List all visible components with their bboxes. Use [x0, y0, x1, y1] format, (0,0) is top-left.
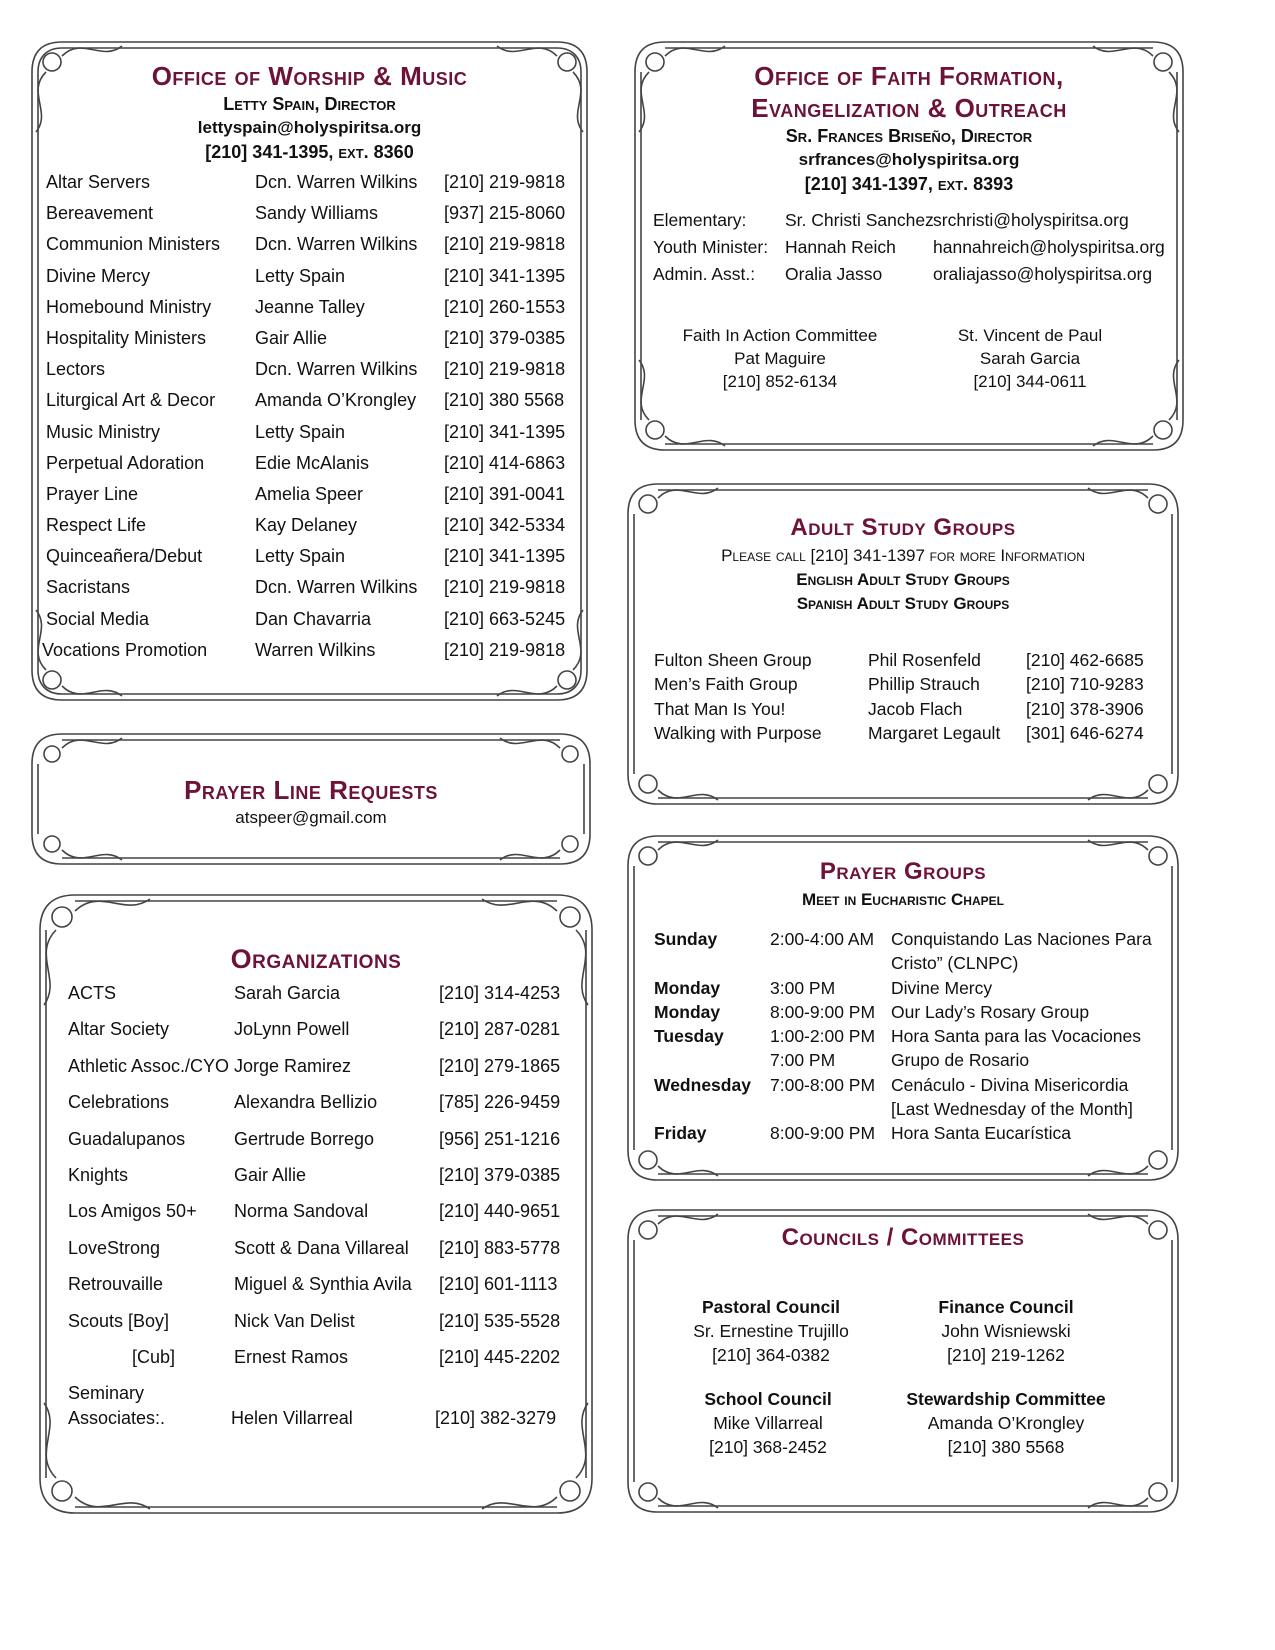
- committee-phone: [210] 344-0611: [973, 372, 1087, 391]
- org-contact: JoLynn Powell: [234, 1019, 350, 1040]
- org-contact: Miguel & Synthia Avila: [234, 1274, 412, 1295]
- ministry-name: Perpetual Adoration: [46, 452, 205, 473]
- committee-name: Faith In Action Committee: [682, 326, 878, 345]
- table-row: [618, 650, 1188, 674]
- committee-phone: [210] 852-6134: [722, 372, 838, 391]
- org-name: LoveStrong: [68, 1237, 161, 1258]
- ministry-contact: Dcn. Warren Wilkins: [255, 234, 418, 255]
- prayer-time: 3:00 PM: [770, 977, 836, 998]
- table-row: [30, 1274, 602, 1310]
- table-row: [625, 264, 1193, 291]
- org-contact: Gair Allie: [234, 1164, 307, 1185]
- study-group-phone: [210] 462-6685: [1026, 650, 1144, 670]
- table-row: [22, 266, 597, 297]
- faith-email[interactable]: srfrances@holyspiritsa.org: [798, 150, 1020, 169]
- table-row: [22, 359, 597, 390]
- ministry-phone: [210] 342-5334: [444, 515, 566, 536]
- prayer-groups-box: [618, 826, 1188, 1190]
- org-phone: [210] 379-0385: [439, 1164, 561, 1185]
- table-row: [625, 210, 1193, 237]
- ministry-phone: [210] 341-1395: [444, 265, 566, 286]
- prayer-groups-subtitle: Meet in Eucharistic Chapel: [802, 890, 1004, 909]
- org-phone: [210] 601-1113: [439, 1274, 558, 1295]
- org-name: Associates:.: [68, 1408, 166, 1429]
- worship-title: Office of Worship & Music: [151, 61, 468, 91]
- prayer-group-name: Our Lady’s Rosary Group: [891, 1001, 1090, 1022]
- ministry-phone: [210] 219-9818: [444, 577, 566, 598]
- org-name: ACTS: [68, 983, 117, 1003]
- ministry-contact: Kay Delaney: [255, 515, 358, 536]
- prayer-groups-title: Prayer Groups: [819, 858, 987, 885]
- table-row: [22, 546, 597, 577]
- table-row: [618, 1026, 1188, 1050]
- table-row: [30, 1056, 602, 1092]
- ministry-phone: [210] 219-9818: [444, 639, 566, 660]
- study-group-contact: Margaret Legault: [868, 722, 1001, 743]
- table-row: [22, 328, 597, 359]
- table-row: [22, 172, 597, 203]
- worship-box: [22, 32, 597, 710]
- ministry-phone: [937] 215-8060: [444, 203, 566, 224]
- table-row: [618, 929, 1188, 953]
- prayer-day: Sunday: [654, 929, 718, 949]
- prayer-day: Monday: [654, 977, 721, 998]
- ministry-name: Respect Life: [46, 515, 147, 536]
- worship-phone: [210] 341-1395, ext. 8360: [205, 142, 414, 162]
- table-row: [30, 1129, 602, 1165]
- table-row: [618, 1123, 1188, 1147]
- faith-staff-table: [625, 210, 1193, 291]
- ministry-phone: [210] 379-0385: [444, 327, 566, 348]
- ministry-name: Lectors: [46, 359, 106, 380]
- prayer-time: 2:00-4:00 AM: [770, 929, 875, 949]
- prayer-day: Wednesday: [654, 1074, 751, 1095]
- council-phone: [210] 380 5568: [947, 1437, 1065, 1457]
- prayer-line-email[interactable]: atspeer@gmail.com: [235, 808, 387, 827]
- prayer-time: 7:00 PM: [770, 1050, 836, 1071]
- org-phone: [210] 440-9651: [439, 1201, 561, 1222]
- ministry-name: Social Media: [46, 608, 150, 629]
- staff-name: Hannah Reich: [785, 237, 896, 257]
- ministry-contact: Dcn. Warren Wilkins: [255, 359, 418, 380]
- adult-study-english: English Adult Study Groups: [796, 570, 1010, 589]
- prayer-time: 8:00-9:00 PM: [770, 1123, 876, 1144]
- staff-name: Oralia Jasso: [785, 264, 883, 284]
- table-row: [22, 203, 597, 234]
- ministry-phone: [210] 219-9818: [444, 234, 566, 255]
- table-row: [618, 699, 1188, 723]
- table-row: [618, 674, 1188, 698]
- table-row: [22, 297, 597, 328]
- ministry-name: Homebound Ministry: [46, 296, 212, 317]
- table-row: [30, 1019, 602, 1055]
- ministry-contact: Letty Spain: [255, 421, 346, 442]
- ministry-contact: Edie McAlanis: [255, 452, 370, 473]
- ministry-name: Divine Mercy: [46, 265, 151, 286]
- table-row: [618, 1050, 1188, 1074]
- study-group-name: Fulton Sheen Group: [654, 650, 812, 670]
- ministry-name: Prayer Line: [46, 483, 139, 504]
- council-contact: Sr. Ernestine Trujillo: [693, 1321, 849, 1341]
- org-name: Guadalupanos: [68, 1128, 186, 1149]
- council-name: Finance Council: [938, 1297, 1074, 1317]
- org-phone: [210] 445-2202: [439, 1346, 561, 1367]
- table-row: [618, 1002, 1188, 1026]
- council-contact: John Wisniewski: [941, 1321, 1071, 1341]
- ministry-phone: [210] 341-1395: [444, 421, 566, 442]
- ministry-name: Liturgical Art & Decor: [46, 390, 216, 411]
- org-name: Los Amigos 50+: [68, 1201, 197, 1222]
- prayer-group-name: Hora Santa Eucarística: [891, 1123, 1071, 1144]
- org-phone: [210] 314-4253: [439, 983, 561, 1003]
- staff-email[interactable]: srchristi@holyspiritsa.org: [933, 210, 1129, 230]
- adult-study-box: [618, 474, 1188, 814]
- ministry-phone: [210] 380 5568: [444, 390, 565, 411]
- committee-name: St. Vincent de Paul: [957, 326, 1103, 345]
- prayer-day: Monday: [654, 1001, 721, 1022]
- org-contact: Gertrude Borrego: [234, 1128, 375, 1149]
- table-row: [30, 1165, 602, 1201]
- council-contact: Mike Villarreal: [713, 1413, 823, 1433]
- council-block: [638, 1387, 898, 1459]
- prayer-group-name: Cristo” (CLNPC): [891, 953, 1019, 974]
- council-name: Pastoral Council: [701, 1297, 841, 1317]
- prayer-time: 7:00-8:00 PM: [770, 1074, 876, 1095]
- staff-name: Sr. Christi Sanchez: [785, 210, 934, 230]
- prayer-day: Tuesday: [654, 1026, 724, 1047]
- org-phone: [210] 883-5778: [439, 1237, 561, 1258]
- table-row: [618, 723, 1188, 747]
- table-row: [30, 1347, 602, 1383]
- staff-role: Youth Minister:: [653, 237, 769, 257]
- ministry-contact: Dan Chavarria: [255, 608, 372, 629]
- ministry-contact: Jeanne Talley: [255, 296, 365, 317]
- ministry-contact: Dcn. Warren Wilkins: [255, 577, 418, 598]
- org-phone: [210] 287-0281: [439, 1019, 561, 1040]
- council-phone: [210] 219-1262: [947, 1345, 1065, 1365]
- council-block: [641, 1295, 901, 1367]
- table-row: [22, 234, 597, 265]
- faith-phone: [210] 341-1397, ext. 8393: [804, 174, 1014, 194]
- org-name: Celebrations: [68, 1092, 170, 1113]
- ministry-name: Communion Ministers: [46, 234, 221, 255]
- faith-formation-box: [625, 32, 1193, 460]
- ministry-phone: [210] 260-1553: [444, 296, 566, 317]
- ministry-phone: [210] 219-9818: [444, 359, 566, 380]
- ministry-phone: [210] 341-1395: [444, 546, 566, 567]
- study-group-phone: [210] 710-9283: [1026, 674, 1144, 695]
- ministry-contact: Warren Wilkins: [255, 639, 376, 660]
- ministry-phone: [210] 219-9818: [444, 172, 566, 192]
- ministry-phone: [210] 663-5245: [444, 608, 566, 629]
- ministry-contact: Amanda O’Krongley: [255, 390, 417, 411]
- ministry-contact: Amelia Speer: [255, 483, 364, 504]
- table-row: [30, 1383, 602, 1435]
- ministry-contact: Gair Allie: [255, 327, 328, 348]
- study-group-contact: Phil Rosenfeld: [868, 650, 981, 670]
- table-row: [30, 1092, 602, 1128]
- council-contact: Amanda O’Krongley: [927, 1413, 1085, 1433]
- faith-director: Sr. Frances Briseño, Director: [785, 126, 1033, 146]
- org-contact: Helen Villarreal: [231, 1408, 353, 1429]
- org-contact: Nick Van Delist: [234, 1310, 355, 1331]
- org-contact: Scott & Dana Villareal: [234, 1237, 409, 1258]
- organizations-table: [30, 983, 602, 1435]
- table-row: [22, 390, 597, 421]
- table-row: [22, 422, 597, 453]
- table-row: [22, 609, 597, 640]
- org-name: [Cub]: [132, 1346, 176, 1367]
- committee-contact: Sarah Garcia: [979, 349, 1081, 368]
- staff-email[interactable]: hannahreich@holyspiritsa.org: [933, 237, 1165, 257]
- table-row: [618, 953, 1188, 977]
- org-contact: Ernest Ramos: [234, 1346, 349, 1367]
- org-name: Knights: [68, 1164, 129, 1185]
- table-row: [30, 983, 602, 1019]
- prayer-line-box: [22, 724, 600, 874]
- table-row: [22, 484, 597, 515]
- staff-role: Admin. Asst.:: [653, 264, 756, 284]
- faith-title-line2: Evangelization & Outreach: [751, 93, 1067, 123]
- table-row: [618, 978, 1188, 1002]
- study-group-name: Men’s Faith Group: [654, 674, 798, 695]
- table-row: [22, 640, 597, 671]
- adult-study-info: Please call [210] 341-1397 for more Information: [721, 546, 1085, 565]
- prayer-day: Friday: [654, 1123, 707, 1144]
- ministry-name: Music Ministry: [46, 421, 161, 442]
- table-row: [30, 1238, 602, 1274]
- organizations-box: [30, 885, 602, 1523]
- committee-block: [900, 324, 1160, 393]
- org-contact: Norma Sandoval: [234, 1201, 369, 1222]
- org-phone: [210] 535-5528: [439, 1310, 561, 1331]
- ministry-name: Vocations Promotion: [42, 639, 208, 660]
- org-contact: Alexandra Bellizio: [234, 1092, 378, 1113]
- ministry-name: Bereavement: [46, 203, 154, 224]
- staff-role: Elementary:: [653, 210, 747, 230]
- prayer-line-title: Prayer Line Requests: [184, 775, 438, 805]
- table-row: [22, 577, 597, 608]
- org-name: Retrouvaille: [68, 1274, 164, 1295]
- table-row: [618, 1075, 1188, 1099]
- ministry-contact: Letty Spain: [255, 546, 346, 567]
- table-row: [30, 1311, 602, 1347]
- council-name: Stewardship Committee: [906, 1389, 1106, 1409]
- org-phone: [956] 251-1216: [439, 1128, 561, 1149]
- ministry-contact: Dcn. Warren Wilkins: [255, 172, 418, 192]
- prayer-group-name: [Last Wednesday of the Month]: [891, 1099, 1133, 1120]
- ministry-phone: [210] 414-6863: [444, 452, 566, 473]
- table-row: [618, 1099, 1188, 1123]
- council-phone: [210] 364-0382: [712, 1345, 830, 1365]
- adult-study-spanish: Spanish Adult Study Groups: [796, 594, 1010, 613]
- prayer-group-name: Conquistando Las Naciones Para: [891, 929, 1152, 949]
- org-contact: Jorge Ramirez: [234, 1055, 352, 1076]
- org-name: Seminary: [68, 1383, 145, 1404]
- prayer-group-name: Divine Mercy: [891, 977, 993, 998]
- study-group-name: That Man Is You!: [654, 698, 786, 719]
- committee-block: [650, 324, 910, 393]
- org-name: Scouts [Boy]: [68, 1310, 170, 1331]
- council-name: School Council: [704, 1389, 832, 1409]
- org-phone: [785] 226-9459: [439, 1092, 561, 1113]
- org-name: Athletic Assoc./CYO: [68, 1055, 230, 1076]
- ministry-phone: [210] 391-0041: [444, 483, 566, 504]
- organizations-title: Organizations: [230, 944, 402, 974]
- study-group-contact: Phillip Strauch: [868, 674, 980, 695]
- staff-email[interactable]: oraliajasso@holyspiritsa.org: [933, 264, 1153, 284]
- council-block: [876, 1295, 1136, 1367]
- councils-title: Councils / Committees: [781, 1224, 1025, 1251]
- faith-title-line1: Office of Faith Formation,: [754, 61, 1064, 91]
- ministry-contact: Letty Spain: [255, 265, 346, 286]
- council-phone: [210] 368-2452: [709, 1437, 827, 1457]
- prayer-time: 8:00-9:00 PM: [770, 1001, 876, 1022]
- study-group-phone: [210] 378-3906: [1026, 698, 1144, 719]
- prayer-time: 1:00-2:00 PM: [770, 1026, 876, 1047]
- table-row: [22, 453, 597, 484]
- org-contact: Sarah Garcia: [234, 983, 341, 1003]
- worship-director: Letty Spain, Director: [223, 94, 396, 114]
- study-group-phone: [301] 646-6274: [1026, 722, 1144, 743]
- ministry-contact: Sandy Williams: [255, 203, 379, 224]
- study-group-contact: Jacob Flach: [868, 698, 963, 719]
- ministry-name: Quinceañera/Debut: [46, 546, 203, 567]
- table-row: [30, 1201, 602, 1237]
- ministry-name: Altar Servers: [46, 172, 151, 192]
- prayer-group-name: Grupo de Rosario: [891, 1050, 1030, 1071]
- study-group-name: Walking with Purpose: [654, 722, 822, 743]
- councils-box: [618, 1200, 1188, 1522]
- committee-contact: Pat Maguire: [734, 349, 826, 368]
- worship-email[interactable]: lettyspain@holyspiritsa.org: [197, 118, 422, 137]
- ministry-name: Sacristans: [46, 577, 131, 598]
- table-row: [22, 515, 597, 546]
- prayer-groups-table: [618, 929, 1188, 1148]
- org-phone: [210] 279-1865: [439, 1055, 561, 1076]
- table-row: [625, 237, 1193, 264]
- ministry-name: Hospitality Ministers: [46, 327, 207, 348]
- worship-table: [22, 172, 597, 671]
- prayer-group-name: Cenáculo - Divina Misericordia: [891, 1074, 1129, 1095]
- prayer-group-name: Hora Santa para las Vocaciones: [891, 1026, 1142, 1047]
- council-block: [876, 1387, 1136, 1459]
- org-name: Altar Society: [68, 1019, 170, 1040]
- adult-study-table: [618, 650, 1188, 747]
- org-phone: [210] 382-3279: [435, 1408, 557, 1429]
- adult-study-title: Adult Study Groups: [790, 514, 1016, 541]
